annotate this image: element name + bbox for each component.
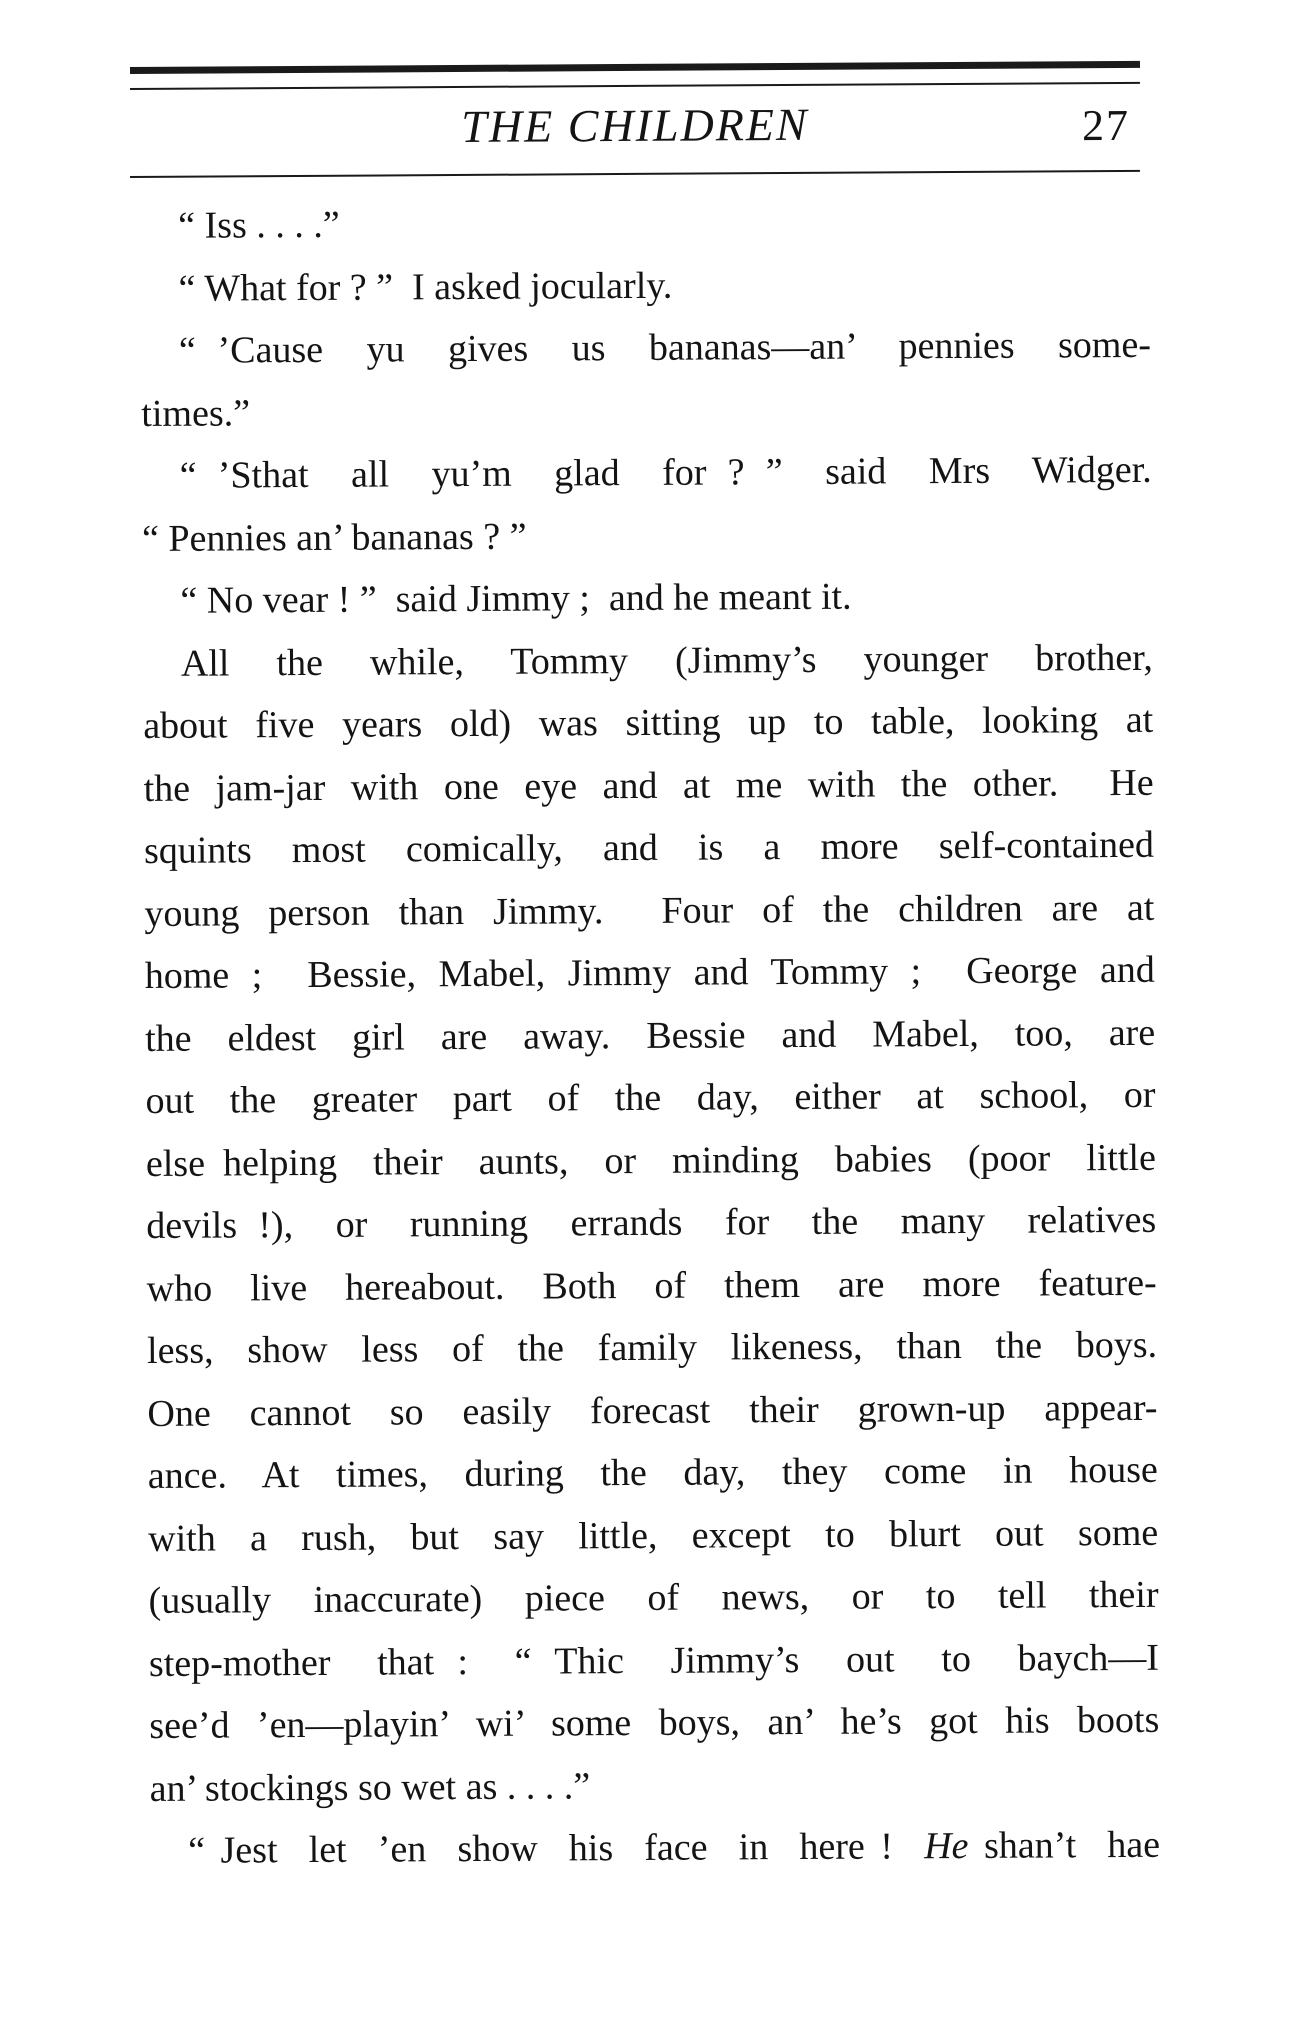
text-line: the eldest girl are away. Bessie and Mabel, too, are: [145, 1011, 1156, 1060]
text-segment: shan’t hae: [968, 1823, 1161, 1867]
text-line: about five years old) was sitting up to table, looking at: [143, 698, 1154, 747]
text-line: squints most comically, and is a more self-contained: [143, 823, 1155, 872]
text-line: step-mother that : “ Thic Jimmy’s out to baych—I: [148, 1636, 1160, 1685]
text-line: the jam-jar with one eye and at me with the other. He: [143, 761, 1154, 810]
text-line: home ; Bessie, Mabel, Jimmy and Tommy ; George and: [144, 948, 1155, 997]
text-line: who live hereabout. Both of them are more feature-: [146, 1261, 1157, 1310]
header-rule-thick: [130, 61, 1140, 74]
text-line: young person than Jimmy. Four of the children are at: [144, 886, 1155, 935]
header-rule-thin: [130, 82, 1140, 90]
text-line: with a rush, but say little, except to blurt out some: [148, 1511, 1159, 1560]
text-line: “ Iss . . . .”: [178, 203, 340, 247]
text-line: else helping their aunts, or minding babies (poor little: [145, 1136, 1157, 1185]
text-line: (usually inaccurate) piece of news, or to tell their: [148, 1573, 1159, 1622]
text-line: “ ’Sthat all yu’m glad for ? ” said Mrs Widger.: [179, 448, 1152, 497]
text-segment: “ Jest let ’en show his face in here !: [187, 1825, 925, 1872]
text-line: “ Pennies an’ bananas ? ”: [141, 515, 527, 560]
italic-word: He: [924, 1824, 969, 1868]
text-line: All the while, Tommy (Jimmy’s younger brother,: [180, 636, 1153, 685]
text-line: “ ’Cause yu gives us bananas—an’ pennies some-: [178, 323, 1152, 372]
page-number: 27: [1081, 100, 1131, 151]
text-line: “ No vear ! ” said Jimmy ; and he meant it.: [180, 575, 852, 622]
text-line: an’ stockings so wet as . . . .”: [149, 1764, 591, 1810]
text-line: “ What for ? ” I asked jocularly.: [178, 264, 673, 310]
text-line: see’d ’en—playin’ wi’ some boys, an’ he’s got his boots: [149, 1698, 1160, 1747]
text-line: out the greater part of the day, either at school, or: [145, 1073, 1156, 1122]
running-head: [130, 90, 1140, 166]
body-text: [140, 189, 1160, 1883]
text-line: devils !), or running errands for the many relatives: [146, 1198, 1157, 1247]
text-line: times.”: [141, 391, 251, 435]
text-line: One cannot so easily forecast their grown-up appear-: [147, 1386, 1158, 1435]
text-line: less, show less of the family likeness, than the boys.: [146, 1323, 1158, 1372]
header-rule-bottom: [130, 170, 1140, 178]
running-title: THE CHILDREN: [461, 98, 809, 152]
text-line-last: [150, 1814, 1160, 1883]
text-line: ance. At times, during the day, they come in house: [147, 1448, 1158, 1497]
